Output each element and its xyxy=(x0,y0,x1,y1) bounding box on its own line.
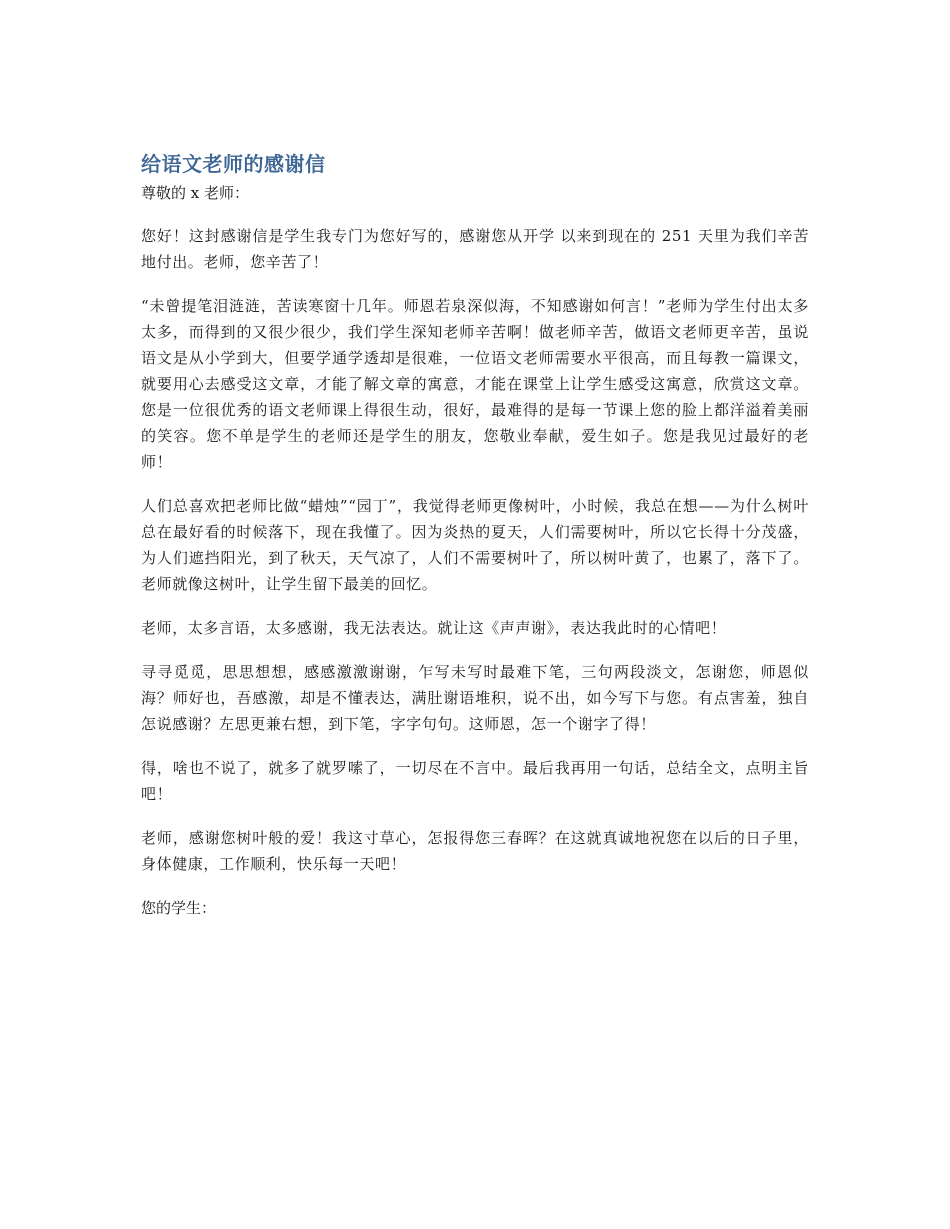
paragraph-praise: “未曾提笔泪涟涟，苦读寒窗十几年。师恩若泉深似海，不知感谢如何言！”老师为学生付出太多太多，而得到的又很少很少，我们学生深知老师辛苦啊！做老师辛苦，做语文老师更辛苦，虽说语文是从小学到大，但要学通学透却是很难，一位语文老师需要水平很高，而且每教一篇课文，就要用心去感受这文章，才能了解文章的寓意，才能在课堂上让学生感受这寓意，欣赏这文章。您是一位很优秀的语文老师课上得很生动，很好，最难得的是每一节课上您的脸上都洋溢着美丽的笑容。您不单是学生的老师还是学生的朋友，您敬业奉献，爱生如子。您是我见过最好的老师！ xyxy=(141,297,809,471)
paragraph-wishes: 老师，感谢您树叶般的爱！我这寸草心，怎报得您三春晖？在这就真诚地祝您在以后的日子里，身体健康，工作顺利，快乐每一天吧！ xyxy=(141,829,809,873)
paragraph-greeting: 您好！这封感谢信是学生我专门为您好写的，感谢您从开学 以来到现在的 251 天里为我们辛苦地付出。老师，您辛苦了！ xyxy=(141,227,809,271)
paragraph-poem: 寻寻觅觅，思思想想，感感激激谢谢，乍写未写时最难下笔，三句两段淡文，怎谢您，师恩似海？师好也，吾感激，却是不懂表达，满肚谢语堆积，说不出，如今写下与您。有点害羞，独自怎说感谢？左思更兼右想，到下笔，字字句句。这师恩，怎一个谢字了得！ xyxy=(141,663,809,733)
salutation: 尊敬的 x 老师： xyxy=(141,184,249,202)
closing-signature: 您的学生： xyxy=(141,899,217,917)
letter-document xyxy=(141,150,809,921)
paragraph-summary: 得，啥也不说了，就多了就罗嗦了，一切尽在不言中。最后我再用一句话，总结全文，点明主旨吧！ xyxy=(141,759,809,803)
paragraph-leaf-metaphor: 人们总喜欢把老师比做“蜡烛”“园丁”，我觉得老师更像树叶，小时候，我总在想——为什么树叶总在最好看的时候落下，现在我懂了。因为炎热的夏天，人们需要树叶，所以它长得十分茂盛，为人们遮挡阳光，到了秋天，天气凉了，人们不需要树叶了，所以树叶黄了，也累了，落下了。老师就像这树叶，让学生留下最美的回忆。 xyxy=(141,497,809,593)
paragraph-transition: 老师，太多言语，太多感谢，我无法表达。就让这《声声谢》，表达我此时的心情吧！ xyxy=(141,619,727,637)
document-title: 给语文老师的感谢信 xyxy=(141,152,326,176)
